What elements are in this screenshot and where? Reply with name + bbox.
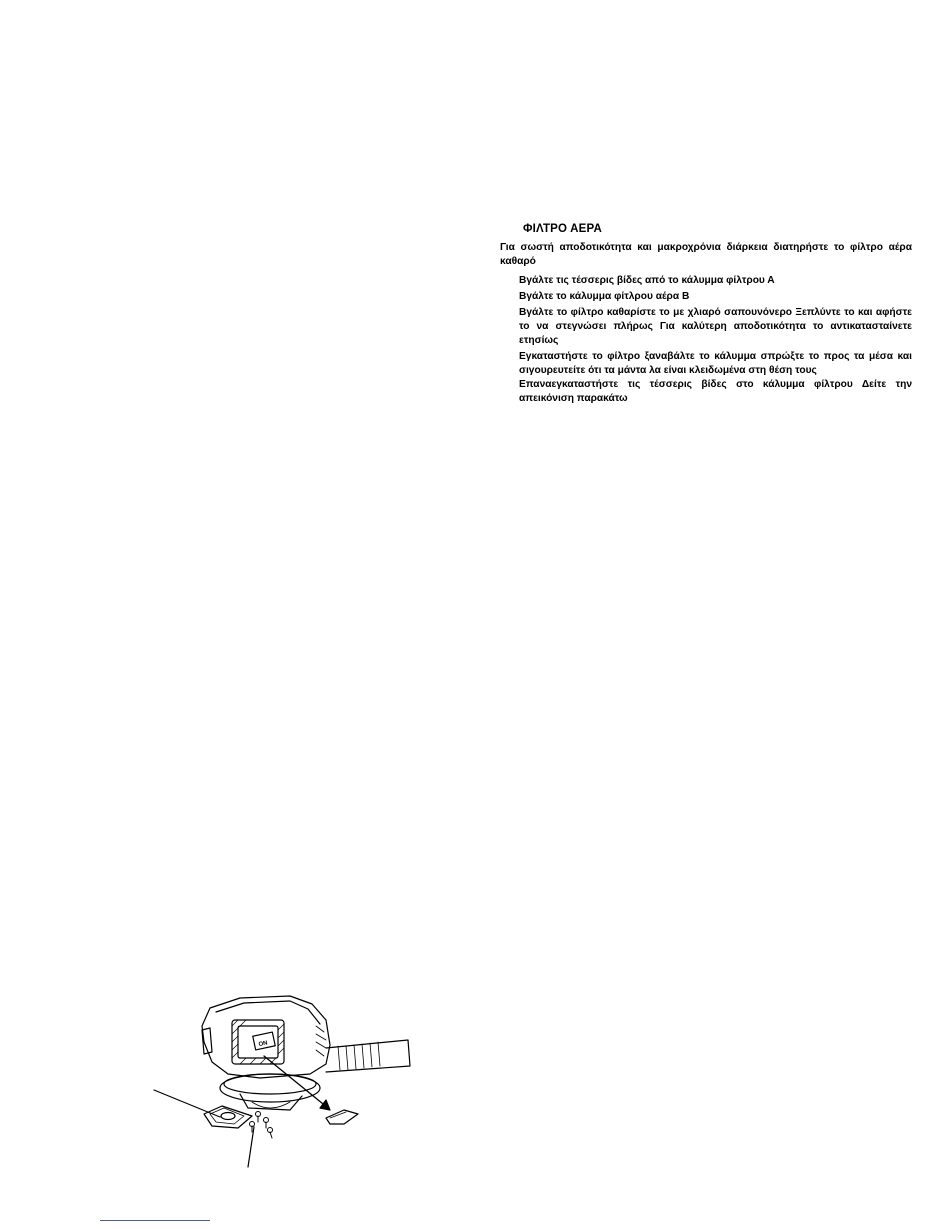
air-filter-assembly-illustration [140,990,430,1170]
air-filter-intro: Για σωστή αποδοτικότητα και μακροχρόνια διάρκεια διατηρήστε το φίλτρο αέρα καθαρό [500,242,912,267]
air-filter-heading: ΦΙΛΤΡΟ ΑΕΡΑ [523,223,603,235]
step-4: Εγκαταστήστε το φίλτρο ξαναβάλτε το κάλυμμα σπρώξτε το προς τα μέσα και σιγουρευτείτε ότι τα μάντα λα είναι κλειδωμένα στη θέση τους [519,351,912,376]
footer-rule [100,1220,210,1221]
step-2: Βγάλτε το κάλυμμα φίτλρου αέρα Β [519,291,690,302]
step-3: Βγάλτε το φίλτρο καθαρίστε το με χλιαρό σαπουνόνερο Ξεπλύντε το και αφήστε το να στεγνώσει πλήρως Για καλύτερη αποδοτικότητα το αντικατασταίνετε ετησίως [519,307,912,346]
step-5: Επαναεγκαταστήστε τις τέσσερις βίδες στο κάλυμμα φίλτρου Δείτε την απεικόνιση παρακάτω [519,379,912,404]
switch-label: ON [258,1040,269,1049]
step-1: Βγάλτε τις τέσσερις βίδες από το κάλυμμα φίλτρου Α [519,275,775,286]
air-filter-steps [519,274,912,408]
